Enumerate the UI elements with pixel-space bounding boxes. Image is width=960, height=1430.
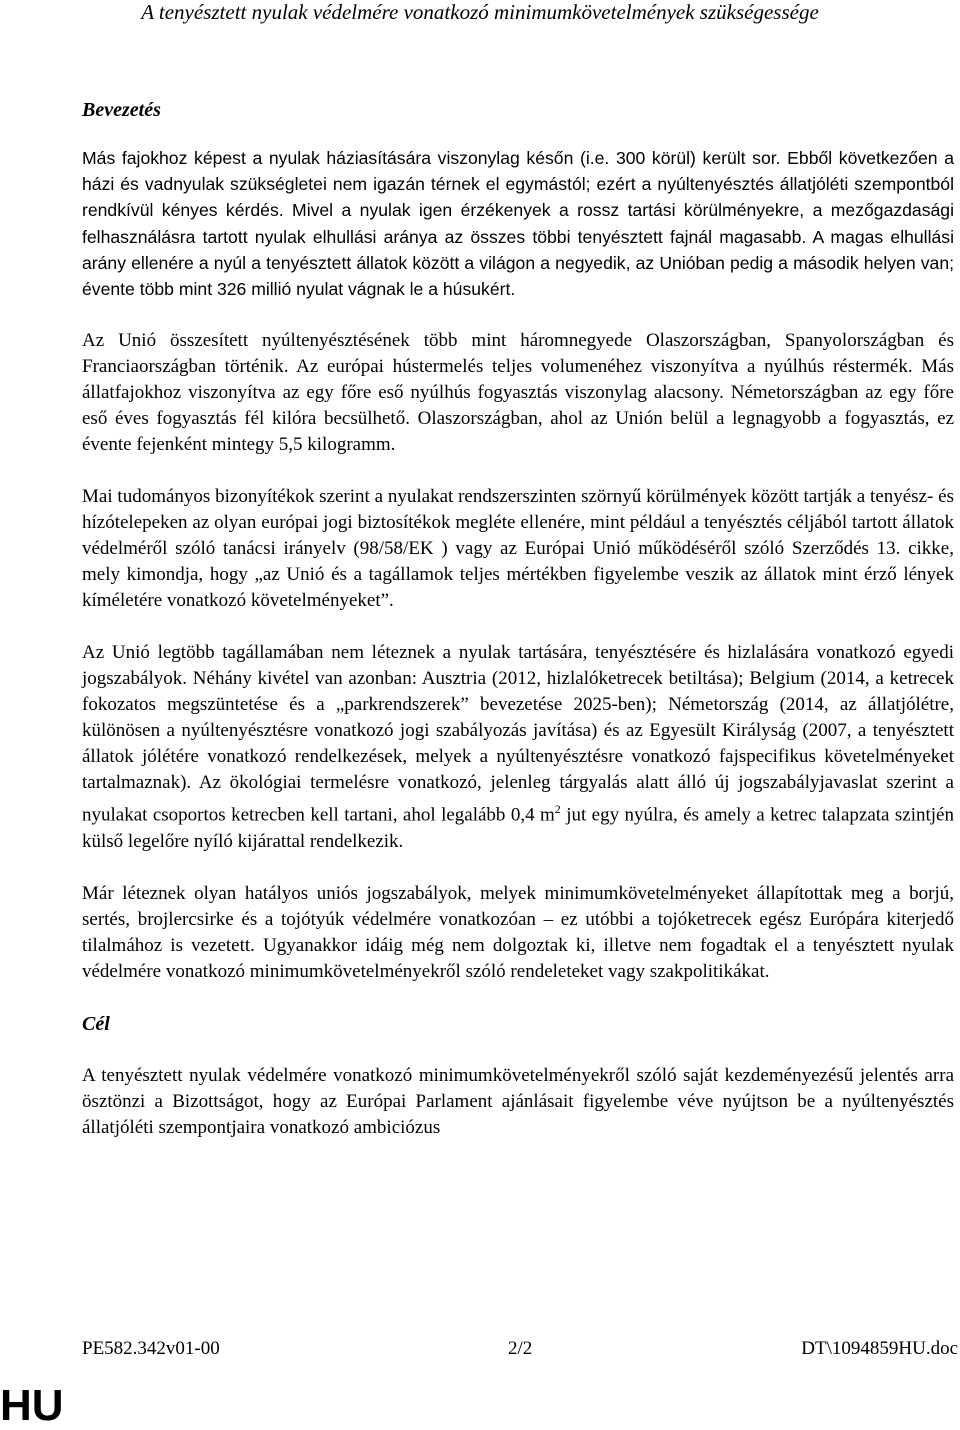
running-header: A tenyésztett nyulak védelmére vonatkozó minimumkövetelmények szükségessége — [141, 0, 819, 24]
paragraph-1-part-b: A magas elhullási arány ellenére a nyúl a tenyésztett állatok között a világon a negyedik, az Unióban pedig a második helyen van; évente több mint 326 millió nyulat vágnak le a húsukért. — [82, 226, 954, 300]
language-code: HU — [0, 1381, 64, 1430]
footer-doc-ref: PE582.342v01-00 — [82, 1338, 220, 1359]
paragraph-5: Már léteznek olyan hatályos uniós jogszabályok, melyek minimumkövetelményeket állapítottak meg a borjú, sertés, brojlercsirke és a tojótyúk védelmére vonatkozóan – ez utóbbi a tojóketrecek egész Európára kiterjedő tilalmához is vezetett. Ugyanakkor idáig még nem dolgoztak ki, illetve nem fogadtak el a tenyésztett nyulak védelmére vonatkozó minimumkövetelményekről szóló rendeleteket vagy szakpolitikákat. — [82, 882, 954, 982]
section-heading-intro: Bevezetés — [82, 99, 161, 121]
document-body — [82, 97, 954, 1141]
paragraph-1-part-a: Más fajokhoz képest a nyulak háziasítására viszonylag későn (i.e. 300 körül) került sor. Ebből következően a házi és vadnyulak szükségletei nem igazán térnek el egymástól; ezért a nyúltenyésztés állatjóléti szempontból rendkívül kényes kérdés. Mivel a nyulak igen érzékenyek a rossz tartási körülményekre, a mezőgazdasági felhasználásra tartott nyulak elhullási aránya az összes többi tenyésztett fajnál magasabb. — [82, 148, 954, 247]
footer-page-number: 2/2 — [508, 1338, 533, 1359]
paragraph-4-part-b: jut egy nyúlra, és amely a ketrec talapzata szintjén külső legelőre nyíló kijárattal rendelkezik. — [82, 804, 954, 852]
paragraph-6: A tenyésztett nyulak védelmére vonatkozó minimumkövetelményekről szóló saját kezdeményezésű jelentés arra ösztönzi a Bizottságot, hogy az Európai Parlament ajánlásait figyelembe véve nyújtson be a nyúltenyésztés állatjóléti szempontjaira vonatkozó ambiciózus — [82, 1064, 954, 1138]
paragraph-4 — [82, 640, 954, 854]
superscript: 2 — [554, 802, 561, 817]
paragraph-3: Mai tudományos bizonyítékok szerint a nyulakat rendszerszinten szörnyű körülmények között tartják a tenyész- és hízótelepeken az olyan európai jogi biztosítékok megléte ellenére, mint például a tenyésztés céljából tartott állatok védelméről szóló tanácsi irányelv (98/58/EK ) vagy az Európai Unió működéséről szóló Szerződés 13. cikke, mely kimondja, hogy „az Unió és a tagállamok teljes mértékben figyelembe veszik az állatok mint érző lények kíméletére vonatkozó követelményeket”. — [82, 486, 954, 612]
paragraph-2: Az Unió összesített nyúltenyésztésének több mint háromnegyede Olaszországban, Spanyolországban és Franciaországban történik. Az európai hústermelés teljes volumenéhez viszonyítva a nyúlhús réstermék. Más állatfajokhoz viszonyítva az egy főre eső nyúlhús fogyasztás viszonylag alacsony. Németországban az egy főre eső éves fogyasztás fél kilóra becsülhető. Olaszországban, ahol az Unión belül a legnagyobb a fogyasztás, ez évente fejenként mintegy 5,5 kilogramm. — [82, 330, 954, 456]
section-heading-goal: Cél — [82, 1012, 110, 1035]
paragraph-4-part-a: Az Unió legtöbb tagállamában nem léteznek a nyulak tartására, tenyésztésére és hizlalására vonatkozó egyedi jogszabályok. Néhány kivétel van azonban: Ausztria (2012, hizlalóketrecek betiltása); Belgium (2014, a ketrecek fokozatos megszüntetése és a „parkrendszerek” bevezetése 2025-ben); Németország (2014, az állatjólétre, különösen a nyúltenyésztésre vonatkozó jogi szabályozás javítása) és az Egyesült Királyság (2007, a tenyésztett állatok jólétére vonatkozó rendelkezések, melyek a nyúltenyésztésre vonatkozó fajspecifikus követelményeket tartalmaznak). Az ökológiai termelésre vonatkozó, jelenleg tárgyalás alatt álló új jogszabályjavaslat szerint a nyulakat csoportos ketrecben kell tartani, ahol legalább 0,4 m — [82, 642, 954, 826]
footer-file-name: DT\1094859HU.doc — [801, 1338, 958, 1359]
paragraph-1 — [82, 145, 954, 302]
